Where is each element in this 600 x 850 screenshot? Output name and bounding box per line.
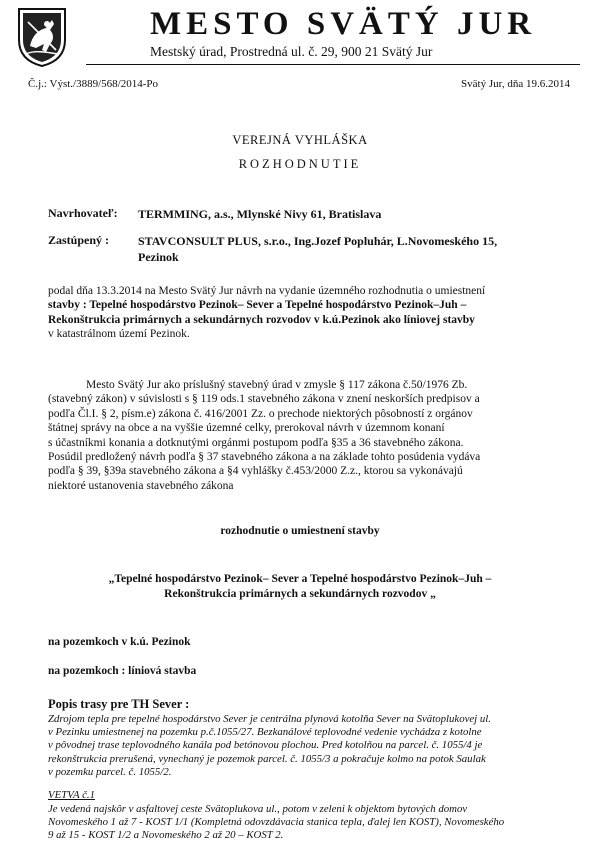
- route-line: Zdrojom tepla pre tepelné hospodárstvo Sever je centrálna plynová kotolňa Sever na Svätoplukovej ul.: [48, 713, 491, 725]
- project-title-line: Rekonštrukcia primárnych a sekundárnych rozvodov „: [164, 587, 436, 600]
- plots-cadastre: na pozemkoch v k.ú. Pezinok: [48, 636, 191, 648]
- clause-text: [48, 803, 568, 843]
- decision-title: ROZHODNUTIE: [238, 157, 362, 171]
- paragraph-line: Posúdil predložený návrh podľa § 37 stavebného zákona a na základe tohto posúdenia vydáva: [48, 451, 481, 464]
- project-title: [0, 572, 600, 601]
- applicant-label: Navrhovateľ:: [48, 206, 118, 220]
- route-line: v pozemku parcel. č. 1055/2.: [48, 765, 172, 778]
- town-name: MESTO SVÄTÝ JUR: [150, 6, 537, 42]
- representative-value: [138, 233, 497, 265]
- representative-line: STAVCONSULT PLUS, s.r.o., Ing.Jozef Popluhár, L.Novomeského 15,: [138, 234, 498, 248]
- project-title-line: „Tepelné hospodárstvo Pezinok– Sever a Tepelné hospodárstvo Pezinok–Juh –: [108, 573, 492, 585]
- intro-paragraph: [48, 284, 558, 342]
- clause-line: Je vedená najskôr v asfaltovej ceste Svätoplukova ul., potom v zeleni k objektom bytových domov: [48, 803, 468, 815]
- paragraph-line: Rekonštrukcia primárnych a sekundárnych rozvodov v k.ú.Pezinok ako líniovej stavby: [48, 313, 475, 326]
- route-description: [48, 713, 568, 779]
- route-heading: Popis trasy pre TH Sever :: [48, 697, 190, 711]
- applicant-value: TERMMING, a.s., Mlynské Nivy 61, Bratislava: [138, 207, 382, 221]
- reference-number: Č.j.: Výst./3889/568/2014-Po: [28, 78, 158, 90]
- route-line: v Pezinku umiestnenej na pozemku p.č.1055/27. Bezkanálové teplovodné vedenie vychádza z kotolne: [48, 726, 482, 739]
- clause-line: Novomeského 1 až 7 - KOST 1/1 (Kompletná odovzdávacia stanica tepla, ďalej len KOST), Novomeského: [48, 816, 505, 829]
- paragraph-line: podal dňa 13.3.2014 na Mesto Svätý Jur návrh na vydanie územného rozhodnutia o umiestnení: [48, 285, 486, 297]
- paragraph-line: podľa Čl.I. § 2, písm.e) zákona č. 416/2001 Zz. o prechode niektorých pôsobností z orgánov: [48, 407, 473, 420]
- paragraph-line: Mesto Svätý Jur ako príslušný stavebný úrad v zmysle § 117 zákona č.50/1976 Zb.: [86, 379, 468, 391]
- paragraph-line: v katastrálnom území Pezinok.: [48, 328, 190, 341]
- route-line: v pôvodnej trase teplovodného kanála pod betónovou plochou. Pred kotolňou na parcel. č. 1055/4 je: [48, 739, 483, 752]
- paragraph-line: niektoré ustanovenia stavebného zákona: [48, 479, 234, 492]
- paragraph-line: štátnej správy na obce a na vyššie územné celky, prerokoval návrh v územnom konaní: [48, 422, 445, 435]
- paragraph-line: (stavebný zákon) v súvislosti s § 119 ods.1 stavebného zákona v znení neskorších predpisov a: [48, 393, 480, 406]
- authority-paragraph: [48, 378, 558, 493]
- representative-label: Zastúpený :: [48, 233, 110, 247]
- representative-line: Pezinok: [138, 250, 179, 264]
- header-divider: [86, 64, 580, 65]
- decision-heading: rozhodnutie o umiestnení stavby: [220, 525, 380, 537]
- paragraph-line: podľa § 39, §39a stavebného zákona a §4 vyhlášky č.453/2000 Z.z., ktorou sa vykonávajú: [48, 465, 463, 478]
- notice-title: VEREJNÁ VYHLÁŠKA: [232, 133, 368, 147]
- clause-label: VETVA č.1: [48, 789, 95, 801]
- coat-of-arms-icon: [16, 6, 68, 68]
- clause-line: 9 až 15 - KOST 1/2 a Novomeského 2 až 20 – KOST 2.: [48, 829, 284, 842]
- paragraph-line: s účastníkmi konania a dotknutými orgánmi postupom podľa §35 a 36 stavebného zákona.: [48, 436, 464, 449]
- route-line: rekonštrukcia prerušená, vynechaný je pozemok parcel. č. 1055/3 a pokračuje kolmo na potok Saulak: [48, 752, 486, 765]
- office-address: Mestský úrad, Prostredná ul. č. 29, 900 21 Svätý Jur: [150, 44, 433, 59]
- place-date: Svätý Jur, dňa 19.6.2014: [461, 78, 570, 90]
- plots-type: na pozemkoch : líniová stavba: [48, 665, 197, 677]
- paragraph-line: stavby : Tepelné hospodárstvo Pezinok– Sever a Tepelné hospodárstvo Pezinok–Juh –: [48, 299, 467, 312]
